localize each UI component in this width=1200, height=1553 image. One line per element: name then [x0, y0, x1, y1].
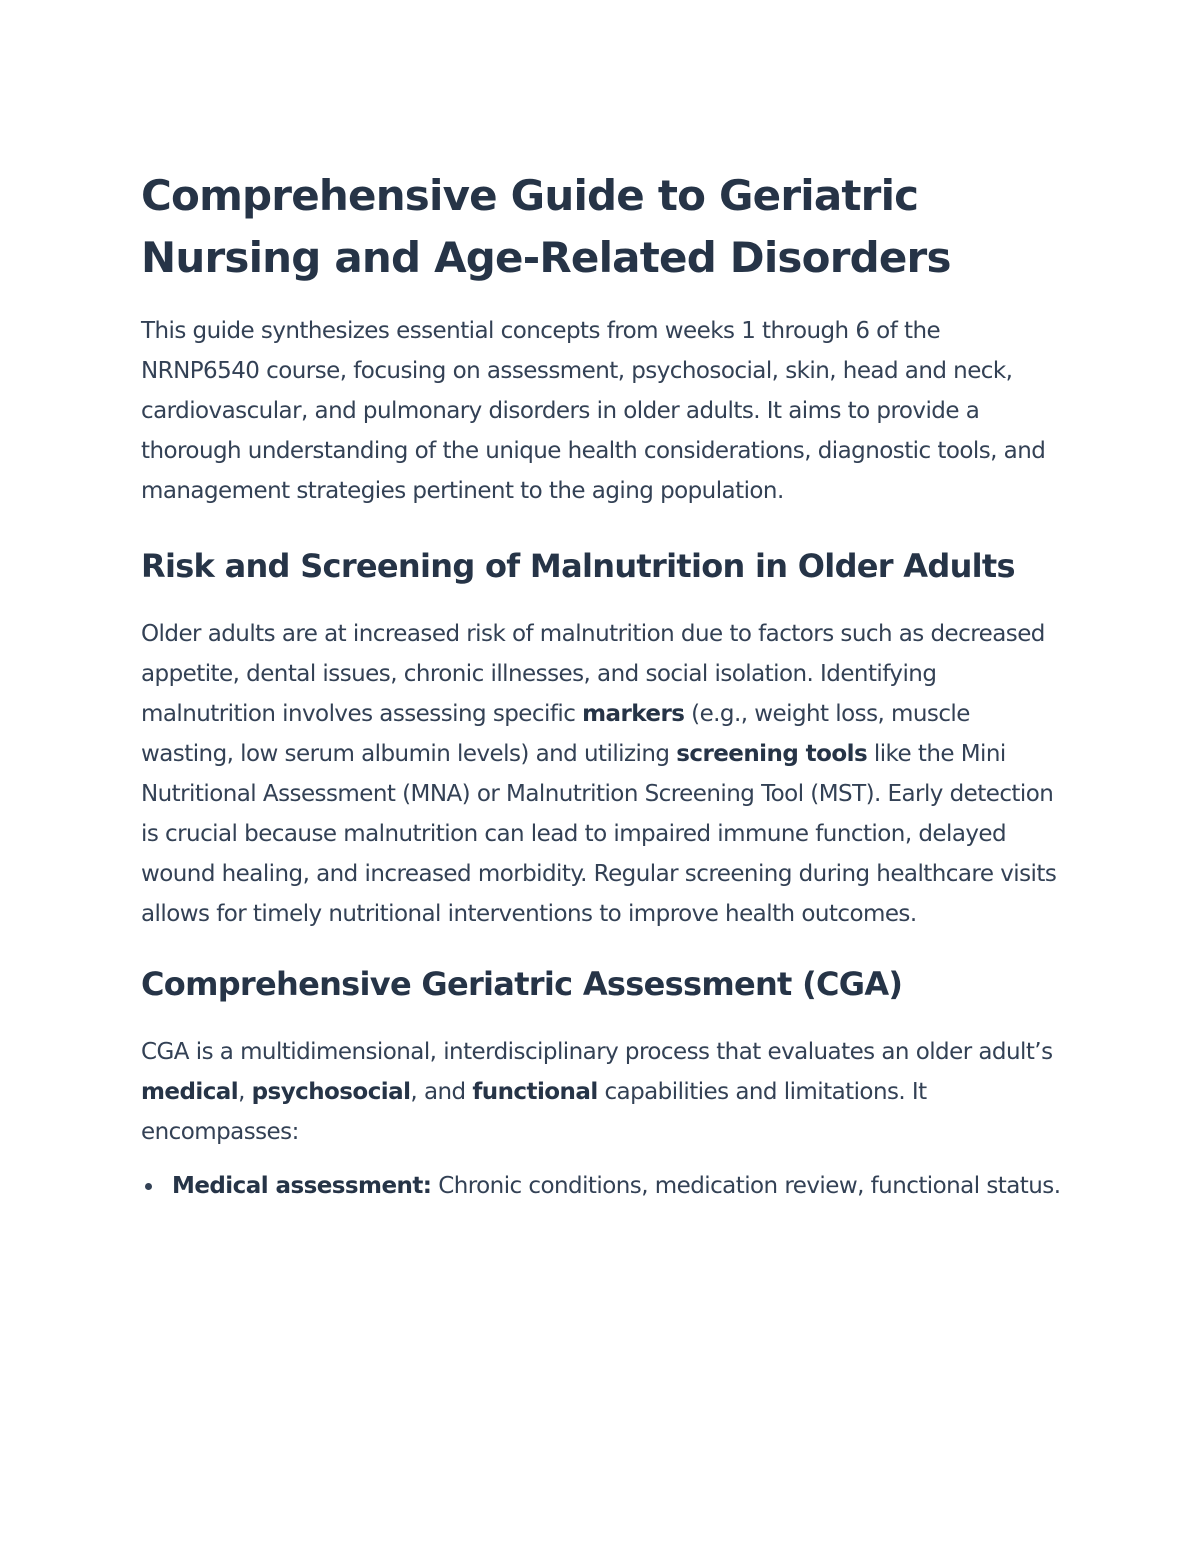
cga-separator-2: , and — [410, 1079, 473, 1105]
list-item-label: Medical assessment: — [172, 1173, 432, 1199]
malnutrition-paragraph — [141, 614, 1061, 934]
markers-bold: markers — [582, 701, 685, 727]
medical-bold: medical — [141, 1079, 239, 1105]
document-title: Comprehensive Guide to Geriatric Nursing and Age-Related Disorders — [141, 171, 951, 282]
intro-paragraph: This guide synthesizes essential concepts from weeks 1 through 6 of the NRNP6540 course, focusing on assessment, psychosocial, skin, head and neck, cardiovascular, and pulmonary disorders in older adults. It aims to provide a thorough understanding of the unique health considerations, diagnostic tools, and management strategies pertinent to the aging population. — [141, 318, 1046, 504]
malnutrition-text-1: Older adults are at increased risk of malnutrition due to factors such as decreased appetite, dental issues, chronic illnesses, and social isolation. Identifying malnutrition involves assessing specific — [141, 621, 1045, 727]
malnutrition-heading: Risk and Screening of Malnutrition in Older Adults — [141, 547, 1015, 585]
cga-list — [141, 1166, 1061, 1206]
malnutrition-text-3: like the Mini Nutritional Assessment (MNA) or Malnutrition Screening Tool (MST). Early detection is crucial because malnutrition can lead to impaired immune function, delayed wound healing, and increased morbidity. Regular screening during healthcare visits allows for timely nutritional interventions to improve health outcomes. — [141, 741, 1057, 927]
cga-heading: Comprehensive Geriatric Assessment (CGA) — [141, 965, 903, 1003]
document-page — [141, 165, 1061, 1206]
cga-text-2: capabilities and limitations. It encompasses: — [141, 1079, 927, 1145]
screening-tools-bold: screening tools — [676, 741, 868, 767]
list-item-text: Chronic conditions, medication review, functional status. — [431, 1173, 1061, 1199]
cga-text-1: CGA is a multidimensional, interdisciplinary process that evaluates an older adult’s — [141, 1039, 1053, 1065]
list-item — [141, 1166, 1061, 1206]
cga-paragraph — [141, 1032, 1061, 1152]
bullet-icon — [145, 1183, 152, 1190]
cga-separator-1: , — [238, 1079, 252, 1105]
functional-bold: functional — [472, 1079, 598, 1105]
malnutrition-text-2: (e.g., weight loss, muscle wasting, low serum albumin levels) and utilizing — [141, 701, 970, 767]
psychosocial-bold: psychosocial — [251, 1079, 411, 1105]
